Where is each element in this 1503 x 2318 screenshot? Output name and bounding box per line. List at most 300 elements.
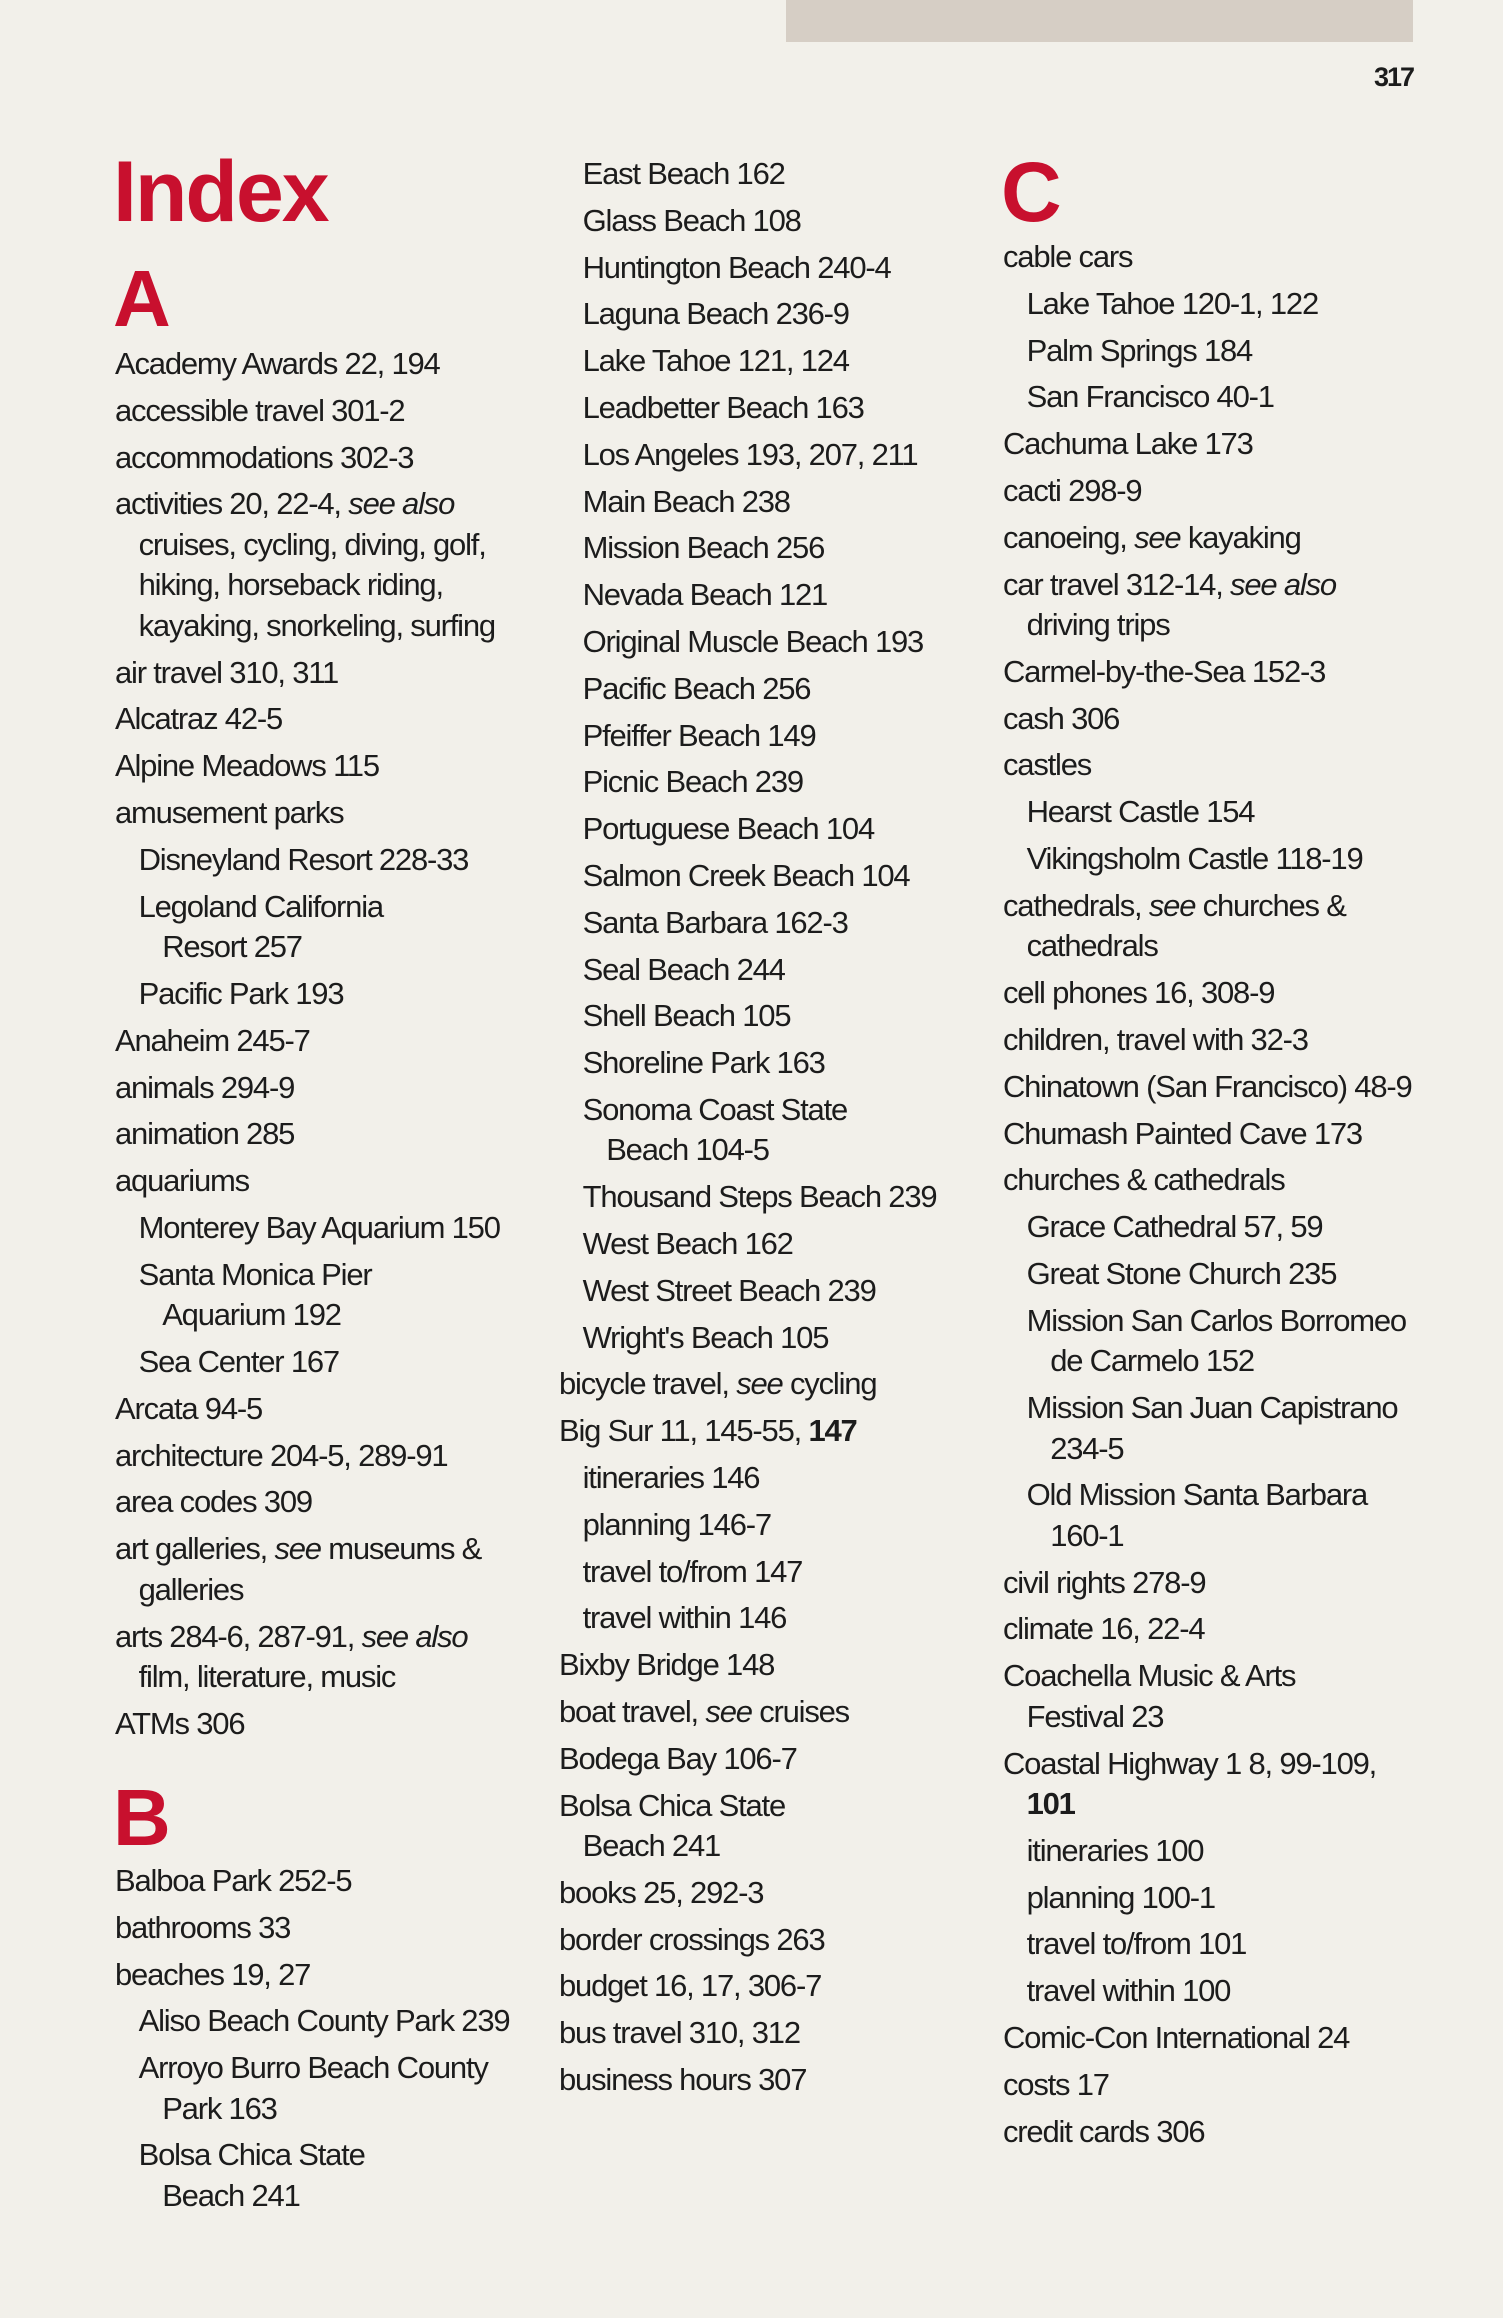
- index-entry: [115, 1861, 535, 1902]
- index-subentry: [559, 950, 979, 991]
- entry-text: Salmon Creek Beach 104: [582, 857, 910, 893]
- entry-text: Big Sur 11, 145-55,: [559, 1413, 809, 1449]
- entry-line: [1003, 1160, 1423, 1201]
- entry-text: accessible travel 301-2: [115, 392, 405, 428]
- entry-text: Disneyland Resort 228-33: [138, 841, 469, 877]
- index-subentry: [559, 1271, 979, 1312]
- entry-text: Festival 23: [1026, 1698, 1164, 1734]
- entry-text: activities 20, 22-4,: [115, 486, 349, 522]
- entry-line: [115, 1617, 535, 1658]
- entry-line: [1027, 792, 1423, 833]
- entry-line: [115, 391, 535, 432]
- entry-text: West Street Beach 239: [582, 1272, 876, 1308]
- index-subentry: [559, 341, 979, 382]
- index-subentry: [559, 856, 979, 897]
- entry-text: Academy Awards 22, 194: [115, 346, 440, 381]
- entry-line: [559, 1739, 979, 1780]
- index-subentry: [559, 996, 979, 1037]
- entry-line: [1027, 1388, 1423, 1429]
- cross-reference-text: see: [1134, 519, 1181, 555]
- entry-text: Shoreline Park 163: [582, 1045, 825, 1081]
- index-entry: [559, 1786, 979, 1867]
- entry-line: [115, 653, 535, 694]
- entry-line: [1003, 1067, 1423, 1108]
- entry-text: animation 285: [115, 1116, 295, 1152]
- index-entry: [115, 1161, 535, 1202]
- entry-line: [583, 201, 979, 242]
- entry-text: business hours 307: [559, 2062, 807, 2098]
- entry-text: Balboa Park 252-5: [115, 1863, 352, 1898]
- cross-reference-text: see also: [361, 1618, 468, 1654]
- index-entry: [115, 1529, 535, 1610]
- index-subentry: [1003, 839, 1423, 880]
- entry-text: car travel 312-14,: [1003, 566, 1231, 602]
- index-entry: [115, 1114, 535, 1155]
- entry-line: [583, 294, 979, 335]
- entry-text: Wright's Beach 105: [582, 1319, 829, 1355]
- entry-text: Shell Beach 105: [582, 998, 791, 1034]
- entry-text: accommodations 302-3: [115, 439, 414, 475]
- index-entry: [1003, 1609, 1423, 1650]
- entry-text: Beach 241: [582, 1828, 721, 1864]
- entry-text: Chumash Painted Cave 173: [1003, 1115, 1362, 1151]
- section-letter-b: B: [113, 1773, 171, 1862]
- index-subentry: [1003, 1388, 1423, 1469]
- entry-continuation-line: [1003, 1784, 1423, 1825]
- entry-line: [559, 1411, 979, 1452]
- entry-line: [583, 762, 979, 803]
- entry-line: [559, 1966, 979, 2007]
- entry-text: Comic-Con International 24: [1003, 2020, 1350, 2055]
- entry-text: civil rights 278-9: [1003, 1564, 1206, 1600]
- cross-reference-text: see also: [348, 486, 455, 522]
- index-list-col2: [559, 154, 979, 2101]
- entry-text: Mission San Carlos Borromeo: [1026, 1302, 1406, 1338]
- entry-text: Beach 104-5: [606, 1132, 769, 1168]
- entry-text: hiking, horseback riding,: [138, 567, 443, 603]
- entry-text: canoeing,: [1003, 519, 1135, 555]
- entry-line: [115, 1908, 535, 1949]
- entry-line: [583, 1224, 979, 1265]
- entry-line: [115, 1389, 535, 1430]
- index-subentry: [115, 840, 535, 881]
- entry-text: churches & cathedrals: [1003, 1162, 1285, 1198]
- entry-text: arts 284-6, 287-91,: [115, 1618, 362, 1654]
- entry-text: Los Angeles 193, 207, 211: [582, 436, 918, 472]
- index-entry: [1003, 518, 1423, 559]
- entry-line: [583, 950, 979, 991]
- index-entry: [115, 1617, 535, 1698]
- entry-line: [583, 996, 979, 1037]
- entry-text: Resort 257: [162, 929, 302, 965]
- entry-line: [1003, 424, 1423, 465]
- entry-line: [583, 669, 979, 710]
- cross-reference-text: see: [736, 1366, 783, 1402]
- map-page-reference: 147: [808, 1413, 857, 1449]
- index-entry: [115, 438, 535, 479]
- entry-text: Lake Tahoe 120-1, 122: [1026, 285, 1318, 321]
- index-subentry: [559, 248, 979, 289]
- entry-text: Great Stone Church 235: [1026, 1255, 1337, 1291]
- entry-text: Pacific Park 193: [138, 975, 344, 1011]
- index-entry: [1003, 565, 1423, 646]
- entry-text: Bolsa Chica State: [559, 1787, 786, 1823]
- entry-line: [1003, 565, 1423, 606]
- entry-line: [1027, 1207, 1423, 1248]
- index-subentry: [1003, 1971, 1423, 2012]
- index-entry: [1003, 237, 1423, 278]
- index-subentry: [1003, 284, 1423, 325]
- index-subentry: [115, 2135, 535, 2216]
- entry-continuation-line: [115, 1657, 535, 1698]
- index-entry: [559, 2060, 979, 2101]
- entry-text: cruises: [751, 1694, 849, 1729]
- entry-text: Monterey Bay Aquarium 150: [138, 1209, 500, 1245]
- header-bar: [786, 0, 1413, 42]
- entry-text: books 25, 292-3: [559, 1874, 764, 1910]
- entry-text: Pacific Beach 256: [582, 670, 811, 706]
- entry-text: Lake Tahoe 121, 124: [582, 343, 849, 379]
- entry-text: Alpine Meadows 115: [115, 748, 379, 784]
- entry-line: [115, 1482, 535, 1523]
- entry-text: Anaheim 245-7: [115, 1022, 310, 1058]
- index-entry: [115, 1021, 535, 1062]
- entry-continuation-line: [115, 1570, 535, 1611]
- entry-line: [1003, 1656, 1423, 1697]
- index-subentry: [559, 575, 979, 616]
- entry-line: [583, 1043, 979, 1084]
- index-entry: [559, 1966, 979, 2007]
- entry-text: area codes 309: [115, 1484, 312, 1520]
- entry-text: beaches 19, 27: [115, 1956, 311, 1992]
- entry-text: planning 100-1: [1026, 1879, 1215, 1915]
- entry-text: Palm Springs 184: [1026, 332, 1253, 368]
- entry-line: [559, 2013, 979, 2054]
- entry-line: [1003, 1744, 1423, 1785]
- entry-text: Portuguese Beach 104: [582, 811, 874, 847]
- index-subentry: [559, 669, 979, 710]
- entry-text: kayaking: [1180, 519, 1301, 555]
- entry-line: [583, 248, 979, 289]
- index-subentry: [559, 1224, 979, 1265]
- entry-line: [139, 840, 535, 881]
- entry-line: [1003, 2112, 1423, 2153]
- entry-line: [1003, 2018, 1423, 2059]
- entry-line: [1027, 284, 1423, 325]
- index-subentry: [115, 2001, 535, 2042]
- entry-continuation-line: [1027, 1516, 1423, 1557]
- entry-text: Leadbetter Beach 163: [582, 389, 864, 425]
- entry-line: [1003, 2065, 1423, 2106]
- entry-text: Mission San Juan Capistrano: [1026, 1390, 1398, 1426]
- entry-line: [583, 435, 979, 476]
- entry-line: [139, 1255, 535, 1296]
- entry-line: [559, 1364, 979, 1405]
- section-letter-a: A: [113, 254, 171, 343]
- entry-text: Bixby Bridge 148: [559, 1647, 775, 1683]
- entry-line: [115, 344, 535, 385]
- entry-line: [115, 1161, 535, 1202]
- entry-text: budget 16, 17, 306-7: [559, 1968, 822, 2004]
- entry-continuation-line: [1027, 1429, 1423, 1470]
- index-subentry: [559, 809, 979, 850]
- entry-line: [1027, 1831, 1423, 1872]
- entry-text: cathedrals,: [1003, 887, 1149, 923]
- entry-line: [139, 2135, 535, 2176]
- index-entry: [115, 391, 535, 432]
- index-subentry: [559, 622, 979, 663]
- index-subentry: [1003, 1924, 1423, 1965]
- entry-continuation-line: [1003, 1697, 1423, 1738]
- entry-text: Pfeiffer Beach 149: [582, 717, 816, 753]
- index-entry: [559, 1873, 979, 1914]
- entry-text: Hearst Castle 154: [1026, 794, 1255, 830]
- entry-text: Sea Center 167: [138, 1344, 339, 1380]
- index-entry: [559, 1920, 979, 1961]
- index-entry: [559, 1645, 979, 1686]
- entry-line: [115, 699, 535, 740]
- entry-text: itineraries 146: [582, 1460, 760, 1496]
- entry-text: planning 146-7: [582, 1506, 771, 1542]
- entry-line: [583, 1271, 979, 1312]
- entry-line: [583, 482, 979, 523]
- entry-line: [1003, 745, 1423, 786]
- entry-text: cycling: [782, 1366, 877, 1402]
- entry-text: Huntington Beach 240-4: [582, 249, 891, 285]
- entry-line: [1003, 1563, 1423, 1604]
- index-entry: [1003, 652, 1423, 693]
- entry-line: [583, 1318, 979, 1359]
- entry-text: boat travel,: [559, 1694, 706, 1729]
- entry-text: Santa Barbara 162-3: [582, 904, 848, 940]
- entry-line: [583, 1177, 979, 1218]
- entry-text: 160-1: [1050, 1517, 1124, 1553]
- entry-line: [115, 1529, 535, 1570]
- entry-continuation-line: [115, 565, 535, 606]
- index-subentry: [115, 1255, 535, 1336]
- index-subentry: [1003, 331, 1423, 372]
- entry-line: [559, 1692, 979, 1733]
- entry-text: bathrooms 33: [115, 1909, 291, 1945]
- index-entry: [1003, 699, 1423, 740]
- entry-text: Bodega Bay 106-7: [559, 1740, 797, 1776]
- entry-text: travel to/from 147: [582, 1553, 803, 1589]
- entry-line: [559, 2060, 979, 2101]
- entry-text: itineraries 100: [1026, 1832, 1204, 1868]
- entry-text: Arcata 94-5: [115, 1390, 263, 1426]
- entry-text: Laguna Beach 236-9: [582, 296, 849, 332]
- entry-line: [1003, 652, 1423, 693]
- index-entry: [1003, 2018, 1423, 2059]
- entry-text: 234-5: [1050, 1430, 1124, 1466]
- entry-line: [115, 1021, 535, 1062]
- index-entry: [115, 699, 535, 740]
- entry-continuation-line: [139, 2176, 535, 2217]
- index-subentry: [1003, 377, 1423, 418]
- index-entry: [115, 653, 535, 694]
- index-entry: [115, 1482, 535, 1523]
- index-subentry: [559, 482, 979, 523]
- entry-line: [115, 1861, 535, 1902]
- entry-line: [583, 1505, 979, 1546]
- entry-line: [115, 1114, 535, 1155]
- entry-text: credit cards 306: [1003, 2113, 1205, 2149]
- cross-reference-text: see also: [1230, 566, 1336, 602]
- entry-text: Vikingsholm Castle 118-19: [1026, 841, 1363, 877]
- entry-line: [1003, 886, 1423, 927]
- index-entry: [115, 1068, 535, 1109]
- index-entry: [115, 1704, 535, 1745]
- entry-line: [1027, 1301, 1423, 1342]
- entry-continuation-line: [115, 525, 535, 566]
- entry-line: [115, 746, 535, 787]
- entry-text: aquariums: [115, 1163, 249, 1199]
- entry-text: cell phones 16, 308-9: [1003, 975, 1275, 1011]
- entry-text: West Beach 162: [582, 1226, 793, 1262]
- entry-line: [1027, 1878, 1423, 1919]
- entry-line: [583, 388, 979, 429]
- entry-text: cruises, cycling, diving, golf,: [138, 526, 486, 562]
- entry-text: kayaking, snorkeling, surfing: [138, 607, 495, 643]
- entry-line: [559, 1873, 979, 1914]
- entry-text: museums &: [320, 1531, 482, 1567]
- entry-text: amusement parks: [115, 795, 344, 831]
- index-entry: [1003, 1563, 1423, 1604]
- entry-text: castles: [1003, 747, 1092, 783]
- entry-text: climate 16, 22-4: [1003, 1611, 1205, 1647]
- cross-reference-text: see: [274, 1531, 321, 1567]
- index-entry: [1003, 886, 1423, 967]
- entry-line: [1003, 518, 1423, 559]
- index-subentry: [559, 154, 979, 195]
- entry-text: Legoland California: [138, 888, 383, 924]
- index-subentry: [115, 2048, 535, 2129]
- index-subentry: [115, 1342, 535, 1383]
- index-entry: [115, 484, 535, 646]
- entry-text: Santa Monica Pier: [138, 1256, 372, 1292]
- entry-line: [559, 1645, 979, 1686]
- entry-line: [583, 154, 979, 195]
- index-entry: [559, 1364, 979, 1405]
- index-subentry: [1003, 1878, 1423, 1919]
- index-entry: [1003, 1160, 1423, 1201]
- cross-reference-text: see: [1148, 887, 1196, 923]
- index-subentry: [1003, 1475, 1423, 1556]
- entry-line: [583, 341, 979, 382]
- entry-text: air travel 310, 311: [115, 654, 339, 690]
- entry-line: [139, 974, 535, 1015]
- index-entry: [115, 344, 535, 385]
- entry-continuation-line: [115, 606, 535, 647]
- index-subentry: [559, 201, 979, 242]
- page-number: 317: [1373, 62, 1413, 92]
- entry-line: [1027, 839, 1423, 880]
- entry-line: [1003, 973, 1423, 1014]
- entry-text: galleries: [138, 1571, 244, 1607]
- entry-text: travel to/from 101: [1026, 1926, 1247, 1962]
- entry-line: [1003, 1020, 1423, 1061]
- entry-text: Original Muscle Beach 193: [582, 623, 924, 659]
- index-entry: [115, 793, 535, 834]
- index-subentry: [115, 974, 535, 1015]
- index-subentry: [1003, 792, 1423, 833]
- index-subentry: [1003, 1254, 1423, 1295]
- index-list-col1-b: [115, 1861, 535, 2216]
- entry-line: [583, 1458, 979, 1499]
- entry-text: cable cars: [1003, 239, 1133, 274]
- entry-text: San Francisco 40-1: [1026, 379, 1274, 415]
- index-list-col1-a: [115, 344, 535, 1744]
- entry-line: [139, 2001, 535, 2042]
- entry-text: cash 306: [1003, 700, 1120, 736]
- entry-text: Bolsa Chica State: [138, 2137, 365, 2173]
- entry-line: [1003, 1114, 1423, 1155]
- entry-text: Sonoma Coast State: [582, 1091, 848, 1127]
- entry-line: [1027, 1971, 1423, 2012]
- entry-continuation-line: [1027, 1341, 1423, 1382]
- index-entry: [115, 1436, 535, 1477]
- index-subentry: [559, 388, 979, 429]
- entry-line: [115, 438, 535, 479]
- entry-text: Seal Beach 244: [582, 951, 785, 987]
- entry-text: Glass Beach 108: [582, 202, 801, 238]
- entry-text: Picnic Beach 239: [582, 764, 803, 800]
- index-subentry: [559, 716, 979, 757]
- entry-continuation-line: [139, 2089, 535, 2130]
- page-title: Index: [113, 144, 328, 240]
- index-entry: [559, 2013, 979, 2054]
- entry-text: Coastal Highway 1 8, 99-109,: [1003, 1745, 1377, 1781]
- entry-text: costs 17: [1003, 2066, 1109, 2102]
- entry-line: [583, 809, 979, 850]
- index-subentry: [559, 1552, 979, 1593]
- index-subentry: [1003, 1831, 1423, 1872]
- entry-text: Mission Beach 256: [582, 530, 825, 566]
- entry-continuation-line: [1003, 605, 1423, 646]
- entry-text: Cachuma Lake 173: [1003, 426, 1253, 462]
- index-entry: [115, 1908, 535, 1949]
- index-entry: [1003, 1114, 1423, 1155]
- entry-line: [1027, 1924, 1423, 1965]
- entry-text: Carmel-by-the-Sea 152-3: [1003, 653, 1326, 689]
- index-entry: [1003, 1744, 1423, 1825]
- entry-line: [139, 887, 535, 928]
- index-subentry: [559, 1043, 979, 1084]
- index-subentry: [559, 528, 979, 569]
- map-page-reference: 101: [1026, 1786, 1075, 1822]
- entry-text: Chinatown (San Francisco) 48-9: [1003, 1068, 1412, 1104]
- index-entry: [1003, 1656, 1423, 1737]
- index-subentry: [559, 1177, 979, 1218]
- entry-text: cathedrals: [1026, 928, 1158, 964]
- index-entry: [559, 1411, 979, 1452]
- entry-line: [115, 1436, 535, 1477]
- entry-text: Aquarium 192: [162, 1297, 341, 1333]
- index-subentry: [559, 294, 979, 335]
- entry-line: [115, 1955, 535, 1996]
- index-entry: [1003, 745, 1423, 786]
- section-letter-c: C: [1001, 145, 1062, 239]
- index-entry: [559, 1739, 979, 1780]
- entry-text: architecture 204-5, 289-91: [115, 1437, 448, 1473]
- index-subentry: [559, 1318, 979, 1359]
- entry-continuation-line: [559, 1826, 979, 1867]
- entry-text: Thousand Steps Beach 239: [582, 1179, 937, 1215]
- entry-line: [583, 622, 979, 663]
- entry-line: [139, 2048, 535, 2089]
- cross-reference-text: see: [705, 1694, 752, 1729]
- entry-line: [583, 575, 979, 616]
